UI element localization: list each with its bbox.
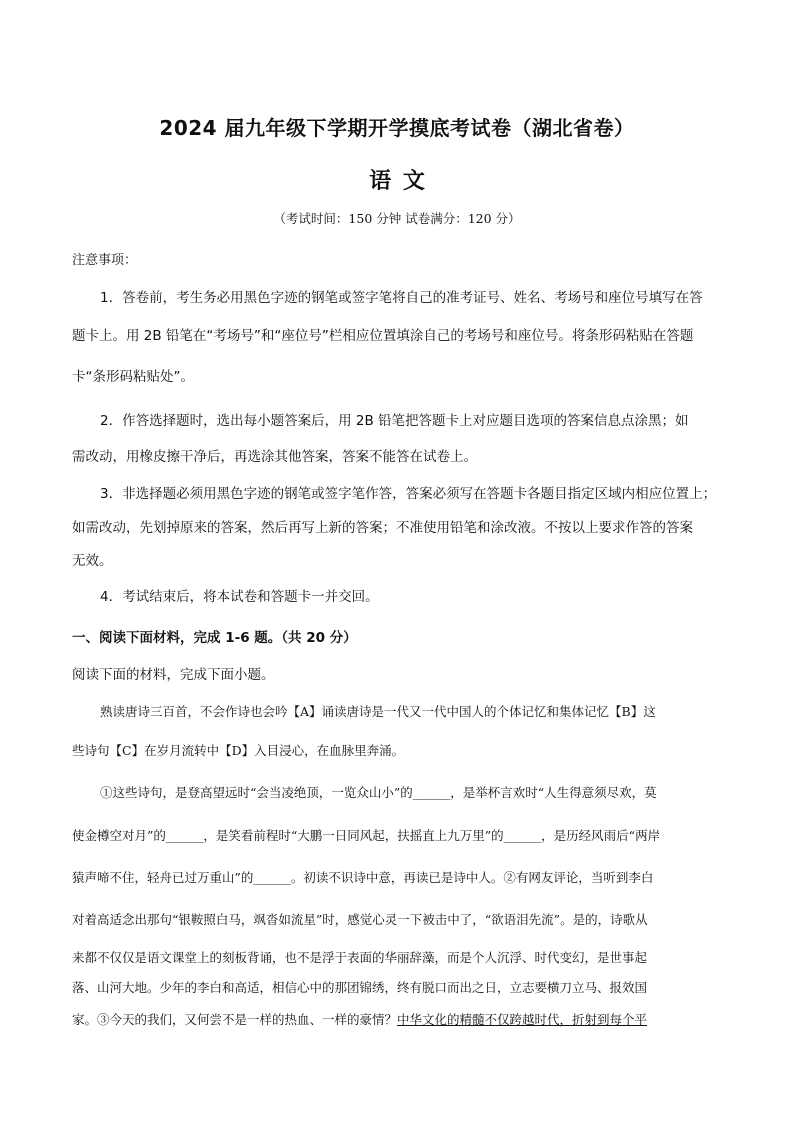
notes-heading: 注意事项： <box>72 253 138 268</box>
passage-text: 家。③今天的我们，又何尝不是一样的热血、一样的豪情？ <box>72 1012 398 1027</box>
note-line: 需改动，用橡皮擦干净后，再选涂其他答案，答案不能答在试卷上。 <box>72 449 477 465</box>
exam-info: （考试时间：150 分钟 试卷满分：120 分） <box>273 211 521 226</box>
exam-title: 2024 届九年级下学期开学摸底考试卷（湖北省卷） <box>159 116 635 140</box>
passage-line: 些诗句【C】在岁月流转中【D】入目浸心，在血脉里奔涌。 <box>72 743 405 758</box>
note-line: 无效。 <box>72 553 113 569</box>
passage-line-last <box>72 1010 727 1028</box>
passage-line: 熟读唐诗三百首，不会作诗也会吟【A】诵读唐诗是一代又一代中国人的个体记忆和集体记忆【B】这 <box>100 704 656 719</box>
note-line: 2．作答选择题时，选出每小题答案后，用 2B 铅笔把答题卡上对应题目选项的答案信息点涂黑；如 <box>100 413 689 429</box>
note-line: 4．考试结束后，将本试卷和答题卡一并交回。 <box>100 589 379 605</box>
subject-title: 语 文 <box>369 168 425 194</box>
passage-line: 猿声啼不住，轻舟已过万重山”的______。初读不识诗中意，再读已是诗中人。②有网友评论，当听到李白 <box>72 870 654 885</box>
note-line: 1．答卷前，考生务必用黑色字迹的钢笔或签字笔将自己的准考证号、姓名、考场号和座位号填写在答 <box>100 290 703 306</box>
passage-line: 落、山河大地。少年的李白和高适，相信心中的那团锦绣，终有脱口而出之日，立志要横刀立马、报效国 <box>72 980 648 995</box>
note-line: 题卡上。用 2B 铅笔在“考场号”和“座位号”栏相应位置填涂自己的考场号和座位号。将条形码粘贴在答题 <box>72 328 694 344</box>
passage-line: 对着高适念出那句“银鞍照白马，飒沓如流星”时，感觉心灵一下被击中了，“欲语泪先流”。是的，诗歌从 <box>72 912 648 927</box>
section-heading: 一、阅读下面材料，完成 1-6 题。（共 20 分） <box>72 630 357 646</box>
note-line: 卡“条形码粘贴处”。 <box>72 369 194 385</box>
underlined-sentence: 中华文化的精髓不仅跨越时代，折射到每个平 <box>397 1012 648 1027</box>
passage-line: 来都不仅仅是语文课堂上的刻板背诵，也不是浮于表面的华丽辞藻，而是个人沉浮、时代变幻，是世事起 <box>72 950 648 965</box>
section-instruction: 阅读下面的材料，完成下面小题。 <box>72 667 275 683</box>
passage-line: ①这些诗句，是登高望远时“会当凌绝顶，一览众山小”的______，是举杯言欢时“人生得意须尽欢，莫 <box>100 785 657 800</box>
passage-line: 使金樽空对月”的______，是笑看前程时“大鹏一日同风起，扶摇直上九万里”的______，是历经风雨后“两岸 <box>72 828 661 843</box>
note-line: 3．非选择题必须用黑色字迹的钢笔或签字笔作答，答案必须写在答题卡各题目指定区域内相应位置上； <box>100 486 717 502</box>
note-line: 如需改动，先划掉原来的答案，然后再写上新的答案；不准使用铅笔和涂改液。不按以上要求作答的答案 <box>72 520 693 536</box>
